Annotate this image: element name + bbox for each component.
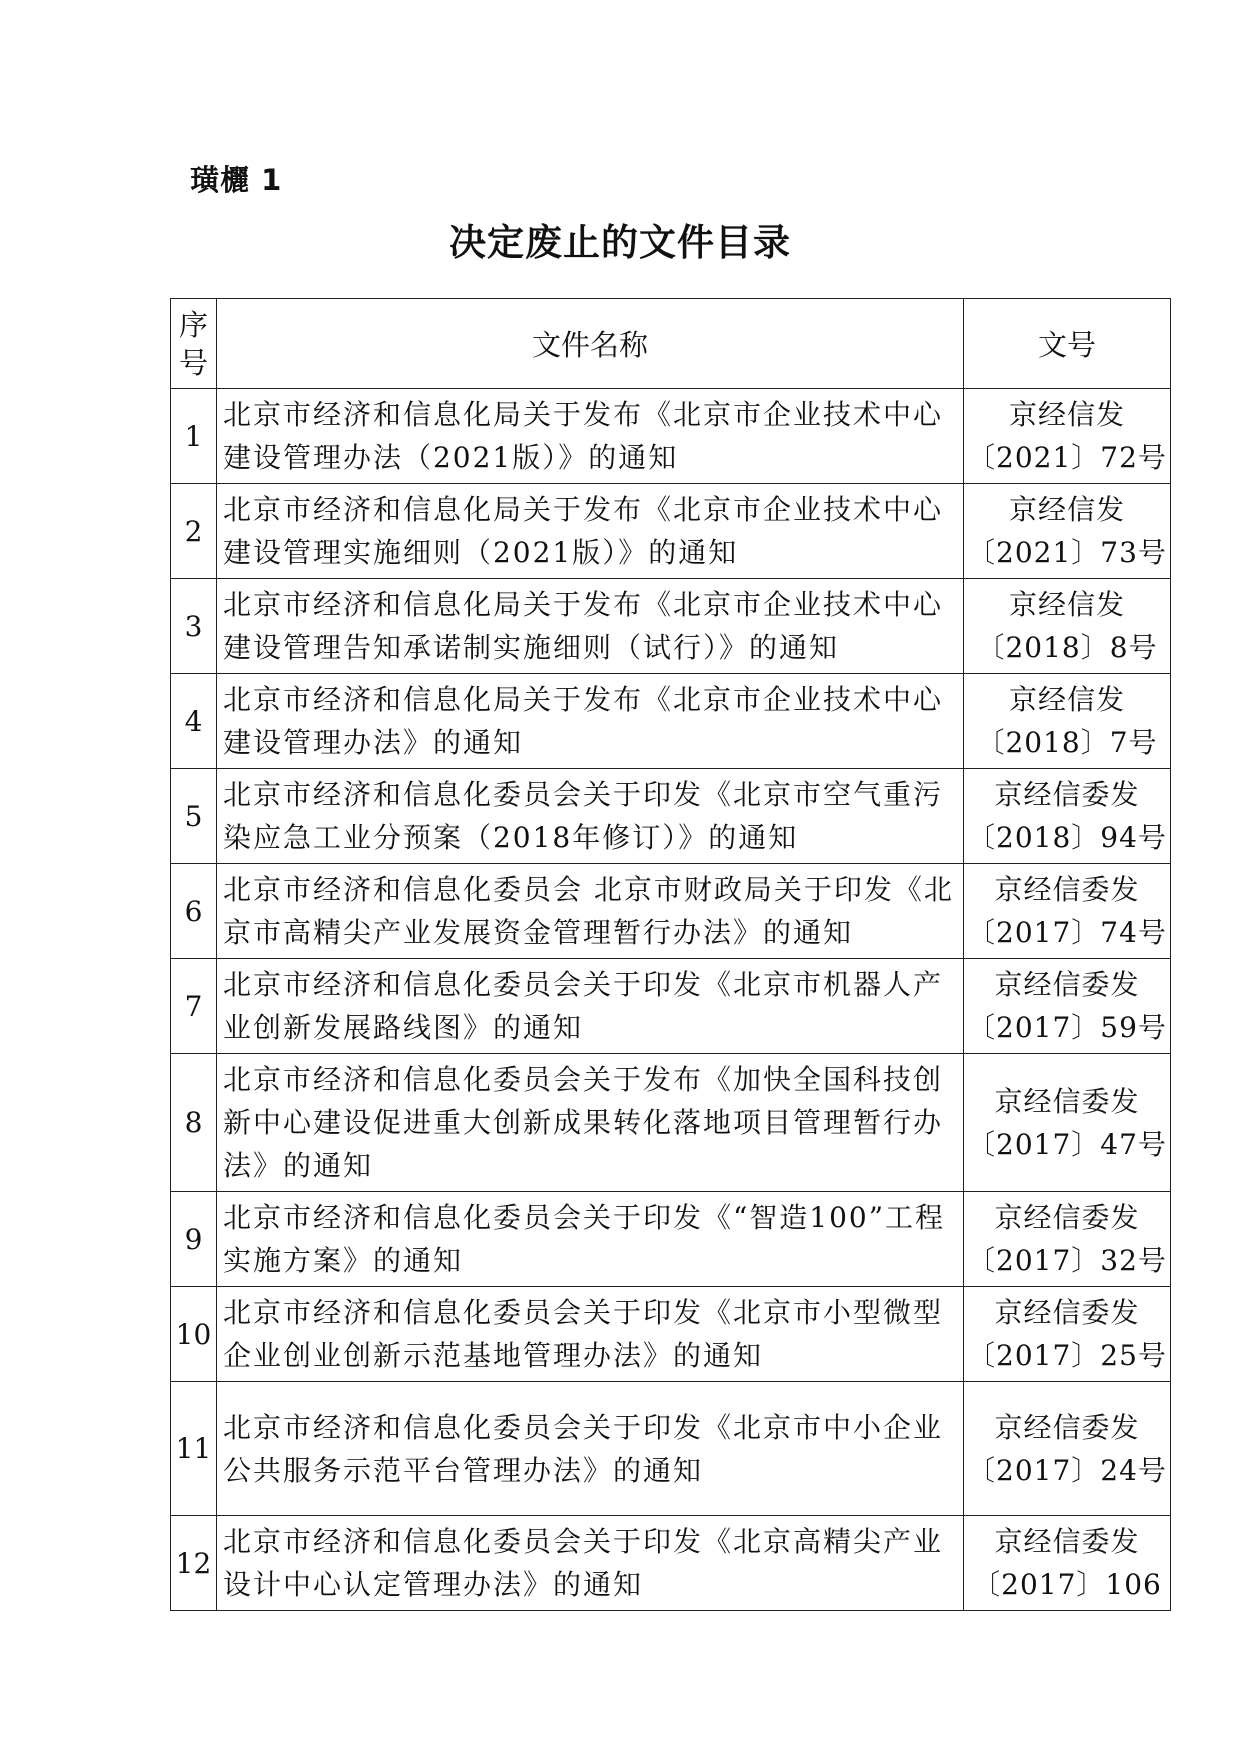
row-document-number: [964, 959, 1171, 1054]
table-header-row: [171, 299, 1171, 389]
table-row: [171, 389, 1171, 484]
row-document-name: 北京市经济和信息化委员会关于发布《加快全国科技创新中心建设促进重大创新成果转化落地项目管理暂行办法》的通知: [216, 1054, 963, 1192]
row-document-number: [964, 864, 1171, 959]
annex-label: 璜欐 1: [190, 163, 283, 197]
row-document-number: [964, 769, 1171, 864]
row-document-name: 北京市经济和信息化委员会关于印发《北京市中小企业公共服务示范平台管理办法》的通知: [216, 1382, 963, 1516]
row-seq: 12: [171, 1516, 217, 1611]
row-seq: 4: [171, 674, 217, 769]
row-seq: 10: [171, 1287, 217, 1382]
table-row: [171, 1382, 1171, 1516]
row-document-number: [964, 674, 1171, 769]
doc-number-serial: 〔2018〕8号: [976, 631, 1158, 664]
doc-number-issuer: 京经信委发: [994, 1525, 1140, 1558]
row-document-name: 北京市经济和信息化局关于发布《北京市企业技术中心建设管理告知承诺制实施细则（试行）》的通知: [216, 579, 963, 674]
row-document-name: 北京市经济和信息化委员会 北京市财政局关于印发《北京市高精尖产业发展资金管理暂行办法》的通知: [216, 864, 963, 959]
doc-number-serial: 〔2021〕73号: [967, 536, 1167, 569]
doc-number-serial: 〔2018〕94号: [967, 821, 1167, 854]
doc-number-serial: 〔2017〕32号: [967, 1244, 1167, 1277]
doc-number-serial: 〔2017〕47号: [967, 1127, 1167, 1161]
row-seq: 3: [171, 579, 217, 674]
table-row: [171, 674, 1171, 769]
row-seq: 11: [171, 1382, 217, 1516]
row-document-number: [964, 1382, 1171, 1516]
doc-number-issuer: 京经信委发: [994, 968, 1140, 1001]
row-seq: 6: [171, 864, 217, 959]
row-seq: 1: [171, 389, 217, 484]
doc-number-issuer: 京经信委发: [994, 1410, 1140, 1444]
row-document-name: 北京市经济和信息化委员会关于印发《北京市小型微型企业创业创新示范基地管理办法》的通知: [216, 1287, 963, 1382]
page-title: 决定废止的文件目录: [449, 220, 791, 264]
table-row: [171, 1287, 1171, 1382]
row-document-name: 北京市经济和信息化委员会关于印发《北京高精尖产业设计中心认定管理办法》的通知: [216, 1516, 963, 1611]
row-seq: 5: [171, 769, 217, 864]
abolished-documents-table: [170, 298, 1171, 1611]
header-seq: 序号: [171, 299, 217, 389]
row-document-name: 北京市经济和信息化委员会关于印发《“智造100”工程实施方案》的通知: [216, 1192, 963, 1287]
row-seq: 8: [171, 1054, 217, 1192]
doc-number-serial: 〔2017〕25号: [967, 1339, 1167, 1372]
row-document-name: 北京市经济和信息化委员会关于印发《北京市机器人产业创新发展路线图》的通知: [216, 959, 963, 1054]
doc-number-issuer: 京经信委发: [994, 778, 1140, 811]
row-document-name: 北京市经济和信息化局关于发布《北京市企业技术中心建设管理办法（2021版）》的通知: [216, 389, 963, 484]
doc-number-issuer: 京经信委发: [994, 1201, 1140, 1234]
table-row: [171, 1192, 1171, 1287]
table-row: [171, 484, 1171, 579]
row-document-number: [964, 1516, 1171, 1611]
doc-number-serial: 〔2018〕7号: [976, 726, 1158, 759]
doc-number-issuer: 京经信委发: [994, 1084, 1140, 1118]
doc-number-issuer: 京经信发: [1008, 588, 1125, 621]
row-document-number: [964, 484, 1171, 579]
doc-number-issuer: 京经信发: [1008, 683, 1125, 716]
doc-number-serial: 〔2017〕59号: [967, 1011, 1167, 1044]
doc-number-issuer: 京经信委发: [994, 873, 1140, 906]
row-document-number: [964, 389, 1171, 484]
row-seq: 9: [171, 1192, 217, 1287]
header-doc-no: 文号: [964, 299, 1171, 389]
doc-number-issuer: 京经信发: [1008, 398, 1125, 431]
row-document-number: [964, 1287, 1171, 1382]
doc-number-issuer: 京经信发: [1008, 493, 1125, 526]
row-seq: 2: [171, 484, 217, 579]
row-document-name: 北京市经济和信息化局关于发布《北京市企业技术中心建设管理办法》的通知: [216, 674, 963, 769]
doc-number-serial: 〔2021〕72号: [967, 441, 1167, 474]
row-seq: 7: [171, 959, 217, 1054]
row-document-number: [964, 1192, 1171, 1287]
row-document-number: [964, 579, 1171, 674]
row-document-name: 北京市经济和信息化局关于发布《北京市企业技术中心建设管理实施细则（2021版）》的通知: [216, 484, 963, 579]
doc-number-serial: 〔2017〕106: [972, 1568, 1162, 1601]
doc-number-serial: 〔2017〕74号: [967, 916, 1167, 949]
table-row: [171, 1054, 1171, 1192]
doc-number-issuer: 京经信委发: [994, 1296, 1140, 1329]
header-name: 文件名称: [216, 299, 963, 389]
row-document-name: 北京市经济和信息化委员会关于印发《北京市空气重污染应急工业分预案（2018年修订）》的通知: [216, 769, 963, 864]
doc-number-serial: 〔2017〕24号: [967, 1453, 1167, 1487]
table-row: [171, 959, 1171, 1054]
table-row: [171, 769, 1171, 864]
table-row: [171, 864, 1171, 959]
row-document-number: [964, 1054, 1171, 1192]
table-row: [171, 579, 1171, 674]
table-row: [171, 1516, 1171, 1611]
